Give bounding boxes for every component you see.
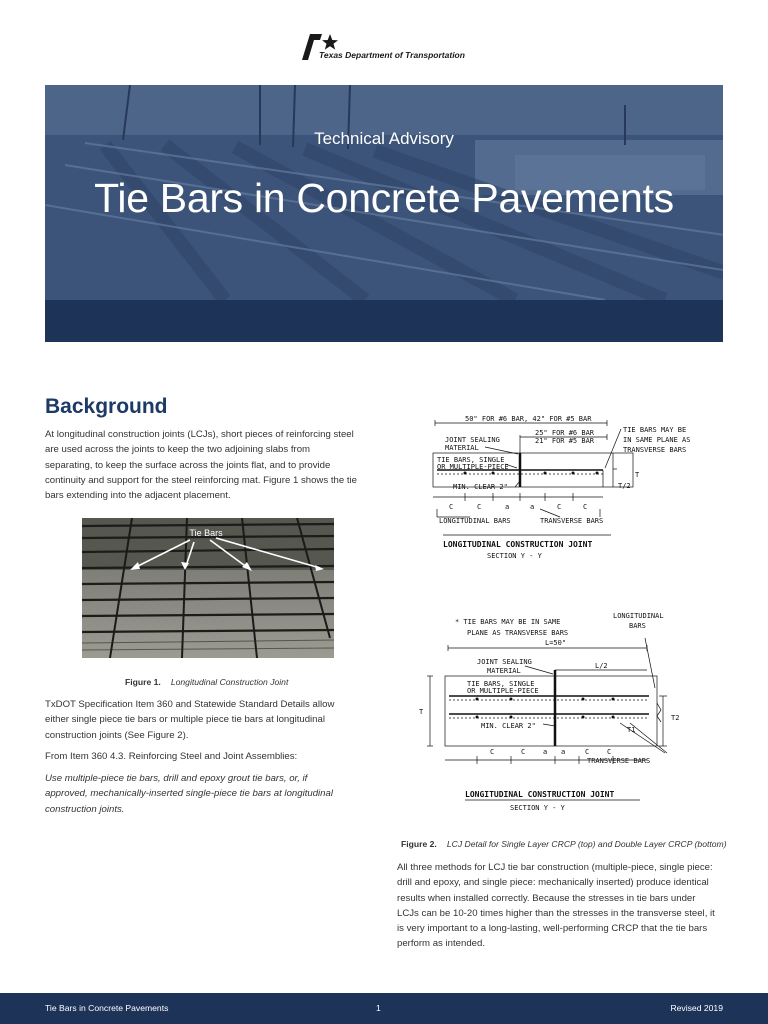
bottom-note-2: PLANE AS TRANSVERSE BARS: [467, 629, 569, 637]
t-half-label: T/2: [618, 482, 631, 490]
figure-1-photo: [82, 518, 334, 658]
single-layer-crcp-diagram: [425, 413, 715, 563]
long-bars-label: LONGITUDINAL BARS: [439, 517, 511, 525]
tie-bars-callout: Tie Bars: [189, 528, 223, 538]
diagram-top-section: SECTION Y - Y: [487, 552, 542, 560]
bottom-long-1: LONGITUDINAL: [613, 612, 664, 620]
hero-banner: [45, 85, 723, 342]
bottom-spacing-3: a: [543, 748, 548, 756]
spacing-2: C: [477, 503, 482, 511]
footer-title: Tie Bars in Concrete Pavements: [45, 1003, 169, 1013]
spacing-5: C: [557, 503, 562, 511]
figure-1-label: Figure 1.: [125, 677, 161, 687]
diagram-top-title: LONGITUDINAL CONSTRUCTION JOINT: [443, 540, 593, 549]
bottom-long-2: BARS: [629, 622, 646, 630]
clear-label: MIN. CLEAR 2": [453, 483, 508, 491]
figure-2-caption-text: LCJ Detail for Single Layer CRCP (top) and Double Layer CRCP (bottom): [446, 839, 727, 849]
background-heading: Background: [45, 395, 168, 418]
bottom-spacing-5: C: [585, 748, 590, 756]
bottom-t2: T2: [671, 714, 680, 722]
tie-label-1: TIE BARS, SINGLE: [437, 456, 505, 464]
agency-name: Texas Department of Transportation: [319, 50, 465, 60]
figure-1-caption: [125, 677, 288, 687]
figure-2-label: Figure 2.: [401, 839, 437, 849]
advisory-kicker: Technical Advisory: [314, 129, 454, 148]
bottom-t: T: [419, 708, 424, 716]
seal-label-2: MATERIAL: [445, 444, 479, 452]
hero-band: [45, 300, 723, 342]
double-layer-crcp-diagram: [415, 608, 715, 813]
t-label: T: [635, 471, 640, 479]
note-3: TRANSVERSE BARS: [623, 446, 687, 454]
dim-half-1: 25" FOR #6 BAR: [535, 429, 595, 437]
bottom-spacing-1: C: [490, 748, 495, 756]
bottom-seal-2: MATERIAL: [487, 667, 521, 675]
diagram-bottom-title: LONGITUDINAL CONSTRUCTION JOINT: [465, 790, 615, 799]
figure-1-caption-text: Longitudinal Construction Joint: [170, 677, 289, 687]
intro-paragraph: At longitudinal construction joints (LCJs), short pieces of reinforcing steel are used across the joints to keep the two adjoining slabs from separating, to keep the surface across the joints flat, and to provide continuity and support for the steel reinforcing mat. Figure 1 shows the tie bars extending into the adjacent placement.: [45, 429, 357, 502]
bottom-spacing-6: C: [607, 748, 612, 756]
page-footer: [0, 993, 768, 1024]
spec-paragraph: TxDOT Specification Item 360 and Statewide Standard Details allow either single piece tie bars or multiple piece tie bars at longitudinal construction joints (See Figure 2).: [45, 699, 335, 741]
seal-label-1: JOINT SEALING: [445, 436, 500, 444]
note-1: TIE BARS MAY BE: [623, 426, 687, 434]
bottom-clear: MIN. CLEAR 2": [481, 722, 536, 730]
spacing-1: C: [449, 503, 454, 511]
item-quote: Use multiple-piece tie bars, drill and epoxy grout tie bars, or, if approved, mechanically-inserted single-piece tie bars at longitudinal construction joints.: [45, 773, 333, 815]
bottom-spacing-4: a: [561, 748, 566, 756]
bottom-seal-1: JOINT SEALING: [477, 658, 532, 666]
methods-paragraph: All three methods for LCJ tie bar construction (multiple-piece, single piece: drill and epoxy, and single piece: mechanically inserted) produce identical results when installed correctly. Because the stresses in tie bars under LCJs can be 10-20 times higher than the stresses in the transverse steel, it is very important to a long-lasting, well-performing CRCP that the tie bars perform as intended.: [397, 862, 715, 950]
item-reference: From Item 360 4.3. Reinforcing Steel and Joint Assemblies:: [45, 751, 298, 762]
bottom-t1: T1: [627, 726, 636, 734]
page-title: Tie Bars in Concrete Pavements: [94, 175, 674, 221]
diagram-bottom-section: SECTION Y - Y: [510, 804, 565, 812]
tie-label-2: OR MULTIPLE-PIECE: [437, 463, 509, 471]
bottom-length: L=50": [545, 639, 567, 647]
dim-top: 50" FOR #6 BAR, 42" FOR #5 BAR: [465, 415, 592, 423]
footer-revised: Revised 2019: [670, 1003, 723, 1013]
note-2: IN SAME PLANE AS: [623, 436, 691, 444]
bottom-half: L/2: [595, 662, 608, 670]
spacing-4: a: [530, 503, 535, 511]
bottom-note-1: * TIE BARS MAY BE IN SAME: [455, 618, 561, 626]
trans-bars-label: TRANSVERSE BARS: [540, 517, 604, 525]
txdot-logo: [300, 32, 470, 64]
dim-half-2: 21" FOR #5 BAR: [535, 437, 595, 445]
spacing-6: C: [583, 503, 588, 511]
footer-page-number: 1: [376, 1003, 381, 1013]
figure-2-caption: [401, 839, 727, 849]
bottom-tie-1: TIE BARS, SINGLE: [467, 680, 535, 688]
bottom-trans-bars: TRANSVERSE BARS: [587, 757, 651, 765]
spacing-3: a: [505, 503, 510, 511]
bottom-spacing-2: C: [521, 748, 526, 756]
tie-bars-photo: [82, 518, 334, 658]
bottom-tie-2: OR MULTIPLE-PIECE: [467, 687, 539, 695]
